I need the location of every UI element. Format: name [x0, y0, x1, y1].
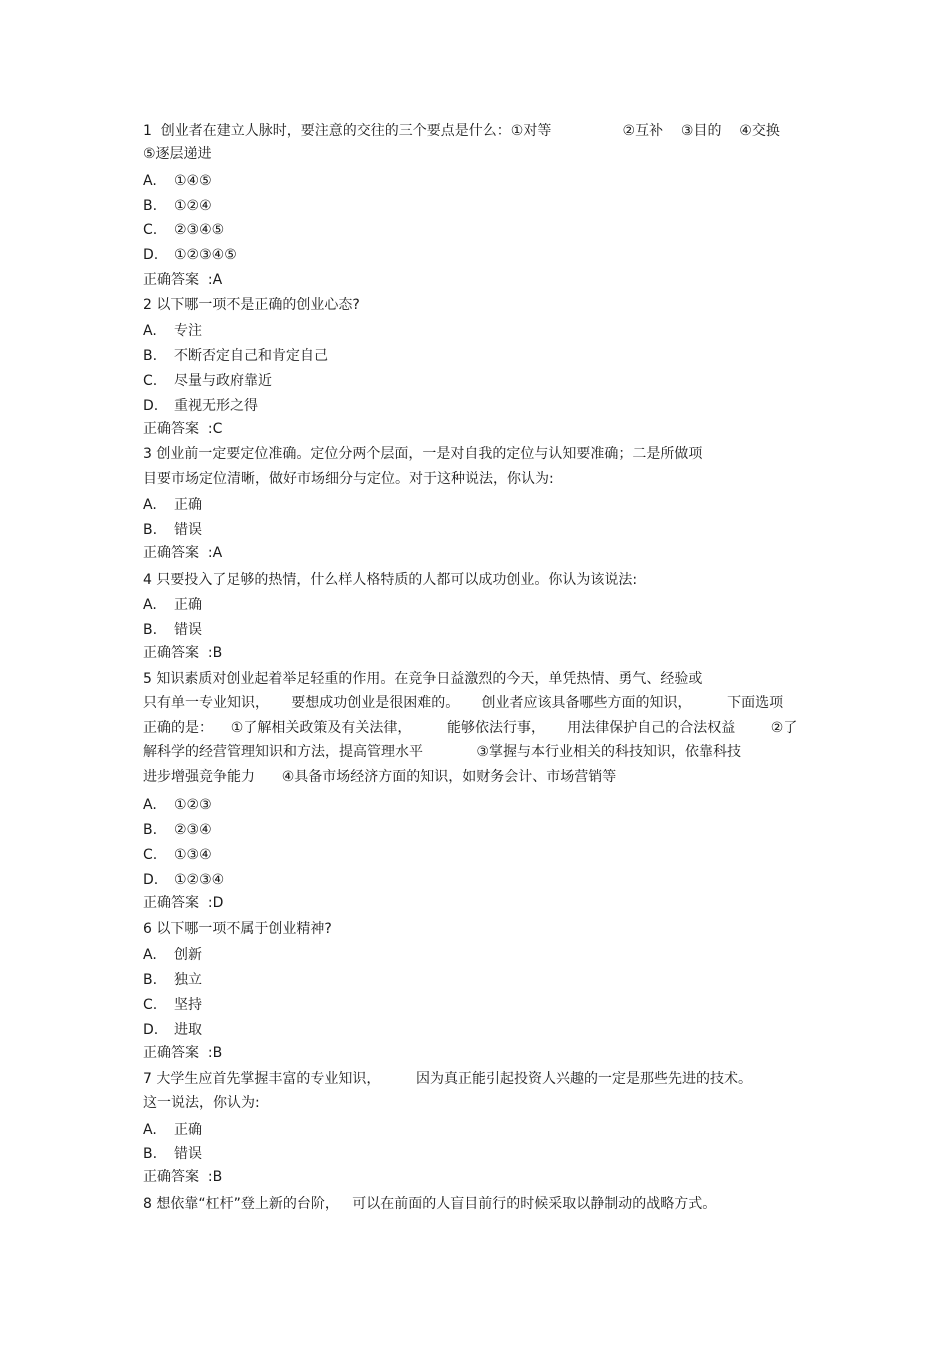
question-text: 4 只要投入了足够的热情，什么样人格特质的人都可以成功创业。你认为该说法: [143, 572, 638, 588]
answer-option [143, 1120, 202, 1140]
option-text: 正确 [174, 1122, 202, 1138]
option-text: 独立 [174, 972, 202, 988]
option-text: ②③④ [174, 822, 212, 838]
option-text: ①②③④⑤ [174, 247, 237, 263]
option-text: 进取 [174, 1022, 202, 1038]
answer-option [143, 196, 212, 216]
option-letter: B. [143, 972, 158, 988]
option-text: 错误 [174, 1146, 202, 1162]
option-text: 尽量与政府靠近 [174, 373, 272, 389]
answer-option [143, 795, 212, 815]
option-letter: A. [143, 323, 157, 339]
answer-option [143, 595, 202, 615]
answer-option [143, 1144, 202, 1164]
option-letter: B. [143, 1146, 158, 1162]
answer-option [143, 870, 224, 890]
question-text: 目要市场定位清晰，做好市场细分与定位。对于这种说法，你认为: [143, 471, 554, 487]
option-text: ①②③④ [174, 872, 225, 888]
correct-answer: 正确答案 :B [143, 1045, 223, 1061]
answer-option [143, 321, 202, 341]
answer-option [143, 520, 202, 540]
correct-answer: 正确答案 :B [143, 1169, 223, 1185]
answer-option [143, 346, 328, 366]
option-letter: A. [143, 797, 157, 813]
question-text: 5 知识素质对创业起着举足轻重的作用。在竞争日益激烈的今天，单凭热情、勇气、经验或 [143, 671, 703, 687]
correct-answer: 正确答案 :A [143, 272, 223, 288]
answer-option [143, 220, 224, 240]
option-letter: A. [143, 1122, 157, 1138]
answer-option [143, 970, 202, 990]
option-text: ②③④⑤ [174, 222, 225, 238]
question-text: 只有单一专业知识， 要想成功创业是很困难的。 创业者应该具备哪些方面的知识， 下面选项 [143, 695, 784, 711]
option-letter: B. [143, 622, 158, 638]
answer-option [143, 845, 212, 865]
option-text: ①②④ [174, 198, 212, 214]
option-text: ①③④ [174, 847, 212, 863]
question-text: 3 创业前一定要定位准确。定位分两个层面，一是对自我的定位与认知要准确；二是所做项 [143, 446, 703, 462]
option-letter: C. [143, 997, 158, 1013]
question-text: ⑤逐层递进 [143, 146, 212, 162]
correct-answer: 正确答案 :A [143, 545, 223, 561]
option-letter: B. [143, 198, 158, 214]
option-text: 正确 [174, 497, 202, 513]
answer-option [143, 620, 202, 640]
option-letter: B. [143, 522, 158, 538]
answer-option [143, 820, 212, 840]
option-letter: A. [143, 497, 157, 513]
question-text: 进步增强竞争能力 ④具备市场经济方面的知识，如财务会计、市场营销等 [143, 769, 617, 785]
option-letter: D. [143, 247, 159, 263]
answer-option [143, 171, 212, 191]
question-text: 正确的是： ①了解相关政策及有关法律， 能够依法行事， 用法律保护自己的合法权益 ②了 [143, 720, 798, 736]
question-text: 1 创业者在建立人脉时，要注意的交往的三个要点是什么：①对等 ②互补 ③目的 ④交换 [143, 123, 780, 139]
option-text: 坚持 [174, 997, 202, 1013]
option-text: 重视无形之得 [174, 398, 258, 414]
option-letter: A. [143, 173, 157, 189]
question-text: 这一说法，你认为: [143, 1095, 260, 1111]
option-letter: B. [143, 822, 158, 838]
answer-option [143, 371, 272, 391]
answer-option [143, 945, 202, 965]
option-letter: D. [143, 398, 159, 414]
option-text: ①②③ [174, 797, 212, 813]
option-text: 不断否定自己和肯定自己 [174, 348, 328, 364]
correct-answer: 正确答案 :B [143, 645, 223, 661]
answer-option [143, 396, 258, 416]
option-letter: B. [143, 348, 158, 364]
correct-answer: 正确答案 :C [143, 421, 223, 437]
option-text: 错误 [174, 622, 202, 638]
option-text: 错误 [174, 522, 202, 538]
answer-option [143, 995, 202, 1015]
question-text: 解科学的经营管理知识和方法，提高管理水平 ③掌握与本行业相关的科技知识，依靠科技 [143, 744, 741, 760]
option-letter: A. [143, 597, 157, 613]
option-text: ①④⑤ [174, 173, 212, 189]
option-letter: D. [143, 1022, 159, 1038]
option-text: 专注 [174, 323, 202, 339]
question-text: 6 以下哪一项不属于创业精神? [143, 921, 332, 937]
option-letter: D. [143, 872, 159, 888]
question-text: 8 想依靠“杠杆”登上新的台阶， 可以在前面的人盲目前行的时候采取以静制动的战略方式。 [143, 1196, 717, 1212]
option-text: 正确 [174, 597, 202, 613]
question-text: 7 大学生应首先掌握丰富的专业知识， 因为真正能引起投资人兴趣的一定是那些先进的技术。 [143, 1071, 752, 1087]
question-text: 2 以下哪一项不是正确的创业心态? [143, 297, 360, 313]
option-letter: C. [143, 847, 158, 863]
option-letter: C. [143, 222, 158, 238]
answer-option [143, 1020, 202, 1040]
option-letter: C. [143, 373, 158, 389]
option-text: 创新 [174, 947, 202, 963]
answer-option [143, 245, 237, 265]
correct-answer: 正确答案 :D [143, 895, 224, 911]
option-letter: A. [143, 947, 157, 963]
answer-option [143, 495, 202, 515]
